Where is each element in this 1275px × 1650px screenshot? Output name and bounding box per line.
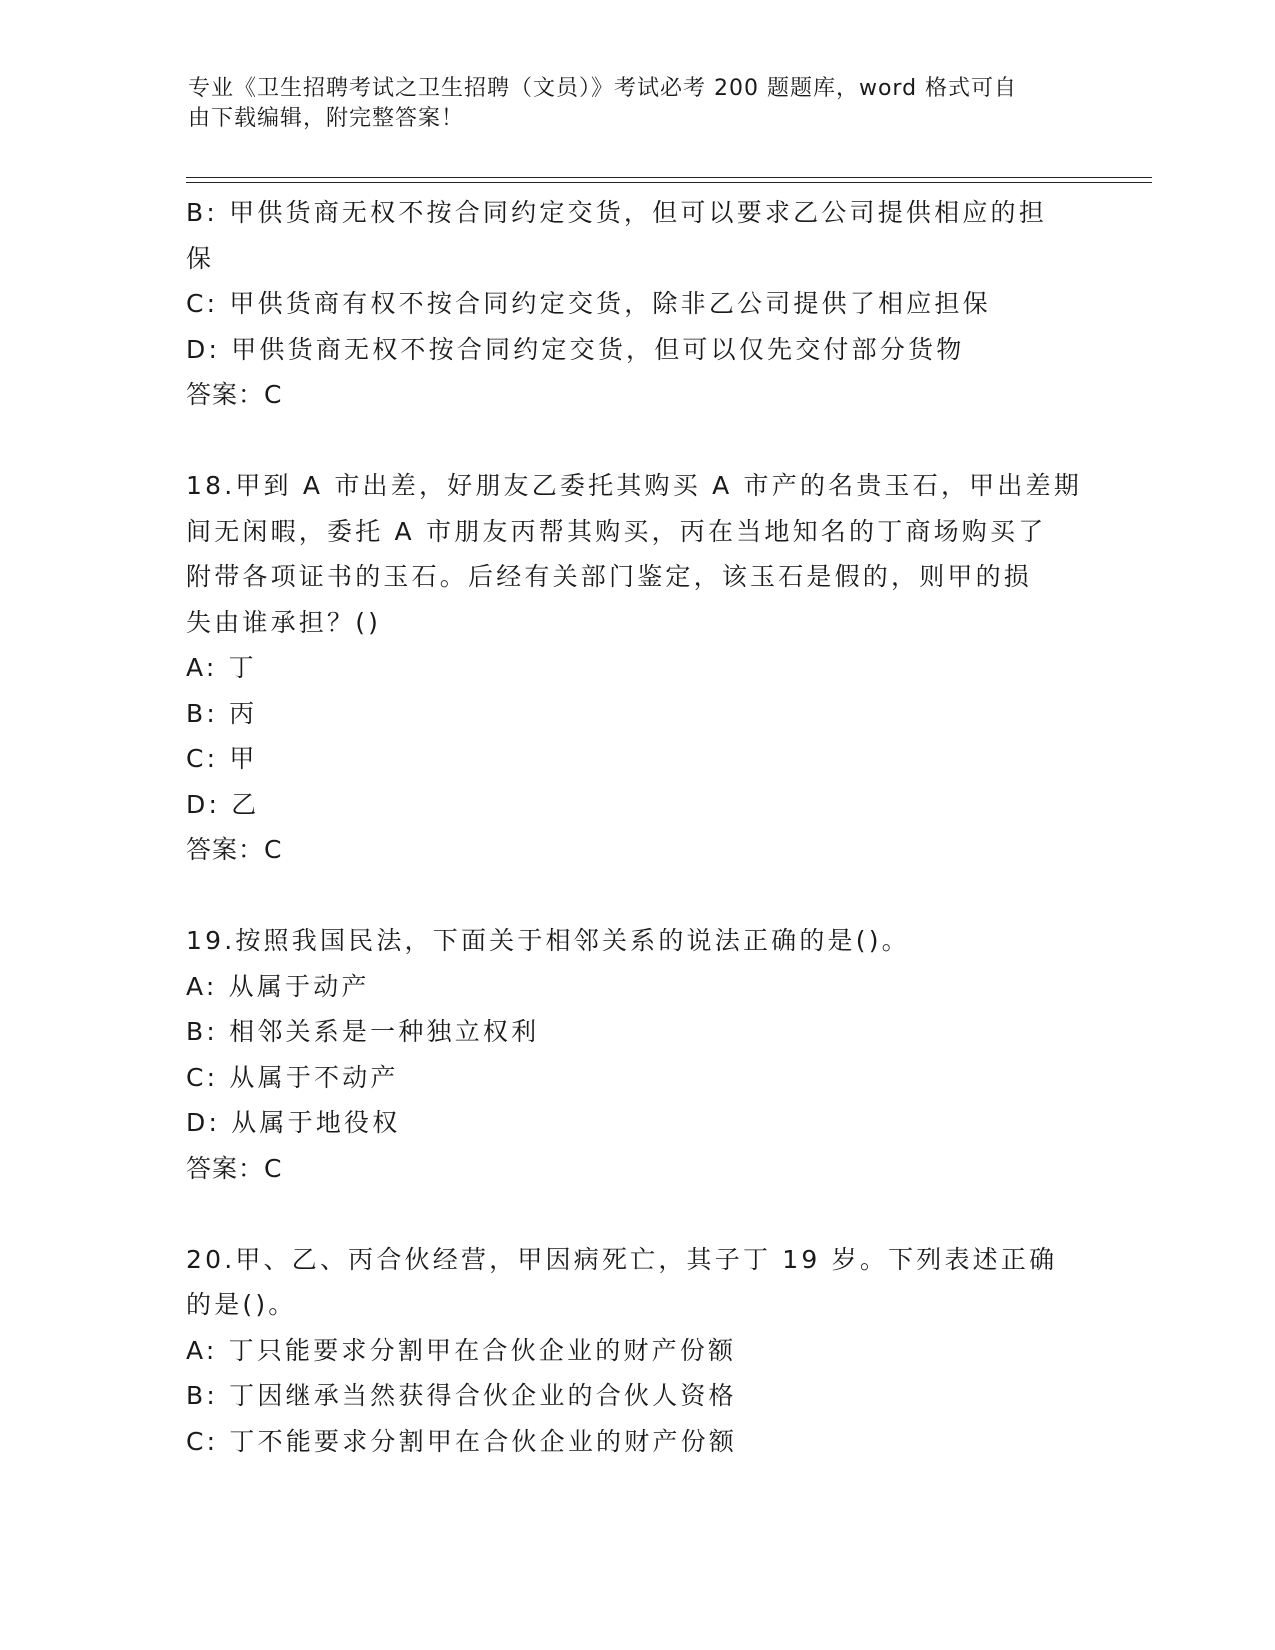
option-b: B: 丙 [186,698,258,728]
question-20 [186,1237,1086,1465]
document-header [188,74,1068,134]
option-a: A: 从属于动产 [186,971,370,1001]
spacer [186,873,1086,919]
question-stem-line-1: 20.甲、乙、丙合伙经营，甲因病死亡，其子丁 19 岁。下列表述正确 [186,1244,1058,1274]
header-line-1: 专业《卫生招聘考试之卫生招聘（文员）》考试必考 200 题题库，word 格式可自 [188,76,1018,101]
option-d: D: 乙 [186,789,260,819]
question-19 [186,918,1086,1191]
question-body [186,190,1086,1464]
option-c: C: 甲供货商有权不按合同约定交货，除非乙公司提供了相应担保 [186,289,991,318]
question-stem-line-4: 失由谁承担？() [186,607,382,637]
question-stem-line-2: 间无闲暇，委托 A 市朋友丙帮其购买，丙在当地知名的丁商场购买了 [186,516,1047,546]
option-a: A: 丁 [186,653,257,682]
option-b-line-2: 保 [186,243,215,273]
option-b: B: 丁因继承当然获得合伙企业的合伙人资格 [186,1381,737,1410]
answer-line: 答案：C [186,1153,283,1183]
question-18 [186,463,1086,873]
option-c: C: 从属于不动产 [186,1062,399,1092]
spacer [186,1191,1086,1237]
question-17-tail [186,190,1086,418]
answer-line: 答案：C [186,835,283,864]
question-stem-line-1: 18.甲到 A 市出差，好朋友乙委托其购买 A 市产的名贵玉石，甲出差期 [186,471,1082,500]
option-d: D: 从属于地役权 [186,1108,401,1137]
option-b: B: 相邻关系是一种独立权利 [186,1017,540,1046]
option-b-line-1: B: 甲供货商无权不按合同约定交货，但可以要求乙公司提供相应的担 [186,198,1047,227]
header-line-2: 由下载编辑，附完整答案！ [188,106,465,131]
header-divider-top [186,177,1152,178]
question-stem-line-2: 的是()。 [186,1290,297,1319]
option-d: D: 甲供货商无权不按合同约定交货，但可以仅先交付部分货物 [186,334,965,364]
spacer [186,418,1086,464]
answer-line: 答案：C [186,380,283,409]
option-a: A: 丁只能要求分割甲在合伙企业的财产份额 [186,1335,737,1365]
question-stem-line-3: 附带各项证书的玉石。后经有关部门鉴定，该玉石是假的，则甲的损 [186,562,1033,591]
option-c: C: 丁不能要求分割甲在合伙企业的财产份额 [186,1426,738,1456]
option-c: C: 甲 [186,744,258,773]
question-stem-line-1: 19.按照我国民法，下面关于相邻关系的说法正确的是()。 [186,926,910,955]
header-divider-bottom [186,182,1152,183]
